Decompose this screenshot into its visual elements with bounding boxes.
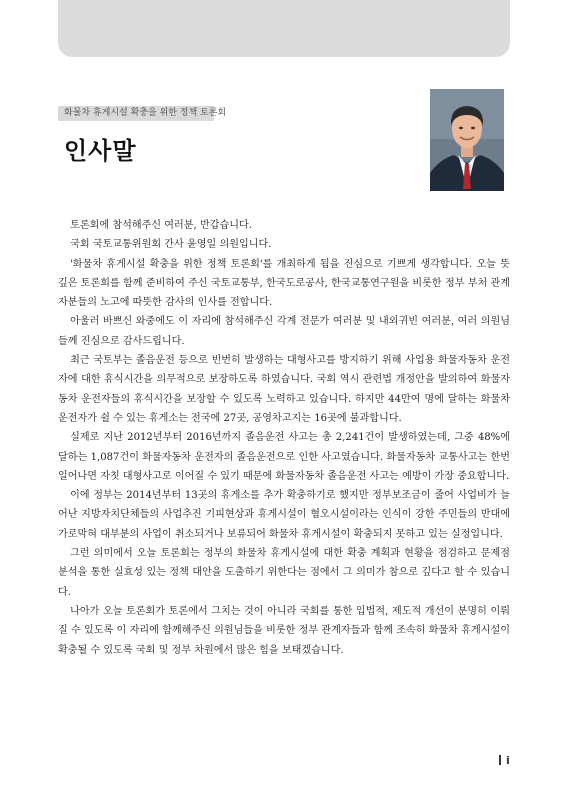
- paragraph: 최근 국토부는 졸음운전 등으로 빈번히 발생하는 대형사고를 방지하기 위해 사업용 화물자동차 운전자에 대한 휴식시간을 의무적으로 보장하도록 하였습니다. 국회 역시 관련법 개정안을 발의하여 화물자동차 운전자들의 휴식시간을 보장할 수 있도록 노력하고 있습니다. 하지만 44만여 명에 달하는 화물차 운전자가 쉴 수 있는 휴게소는 전국에 27곳, 공영차고지는 16곳에 불과합니다.: [58, 355, 510, 424]
- page-number-divider: [499, 755, 501, 765]
- paragraph: 나아가 오늘 토론회가 토론에서 그치는 것이 아니라 국회를 통한 입법적, 제도적 개선이 분명히 이뤄질 수 있도록 이 자리에 함께해주신 의원님들을 비롯한 정부 관계자들과 함께 조속히 화물차 휴게시설이 확충될 수 있도록 국회 및 정부 차원에서 많은 힘을 보태겠습니다.: [58, 605, 510, 656]
- person-portrait-icon: [430, 89, 504, 191]
- page-number: [499, 754, 510, 767]
- paragraph: 그런 의미에서 오늘 토론회는 정부의 화물차 휴게시설에 대한 확충 계획과 현황을 점검하고 문제점 분석을 통한 실효성 있는 정책 대안을 도출하기 위한다는 점에서 그 의미가 참으로 깊다고 할 수 있습니다.: [58, 548, 510, 598]
- paragraph: 국회 국토교통위원회 간사 윤영일 의원입니다.: [70, 239, 272, 251]
- header-tab: [58, 0, 510, 57]
- page-number-label: i: [506, 754, 510, 767]
- paragraph: 아울러 바쁘신 와중에도 이 자리에 참석해주신 각계 전문가 여러분 및 내외귀빈 여러분, 여러 의원님들께 진심으로 감사드립니다.: [58, 316, 510, 347]
- paragraph: '화물차 휴게시설 확충을 위한 정책 토론회'를 개최하게 됨을 진심으로 기쁘게 생각합니다. 오늘 뜻 깊은 토론회를 함께 준비하여 주신 국토교통부, 한국도로공사, 한국교통연구원을 비롯한 정부 부처 관계자분들의 노고에 따뜻한 감사의 인사를 전합니다.: [58, 258, 510, 309]
- paragraph: 토론회에 참석해주신 여러분, 반갑습니다.: [70, 220, 252, 231]
- event-subtitle: 화물차 휴게시설 확충을 위한 정책 토론회: [58, 106, 214, 121]
- greeting-body: [58, 216, 510, 660]
- paragraph: 이에 정부는 2014년부터 13곳의 휴게소를 추가 확충하기로 했지만 정부보조금이 줄어 사업비가 늘어난 지방자치단체들의 사업추진 기피현상과 휴게시설이 혐오시설이라는 인식이 강한 주민들의 반대에 가로막혀 대부분의 사업이 취소되거나 보류되어 화물차 휴게시설이 확충되지 못하고 있는 실정입니다.: [58, 490, 510, 540]
- speaker-portrait: [430, 89, 504, 191]
- paragraph: 실제로 지난 2012년부터 2016년까지 졸음운전 사고는 총 2,241건이 발생하였는데, 그중 48%에 달하는 1,087건이 화물자동차 운전자의 졸음운전으로 인한 사고였습니다. 화물자동차 교통사고는 한번 일어나면 자칫 대형사고로 이어질 수 있기 때문에 화물자동차 졸음운전 사고는 예방이 가장 중요합니다.: [58, 432, 510, 482]
- page-title: 인사말: [64, 137, 137, 165]
